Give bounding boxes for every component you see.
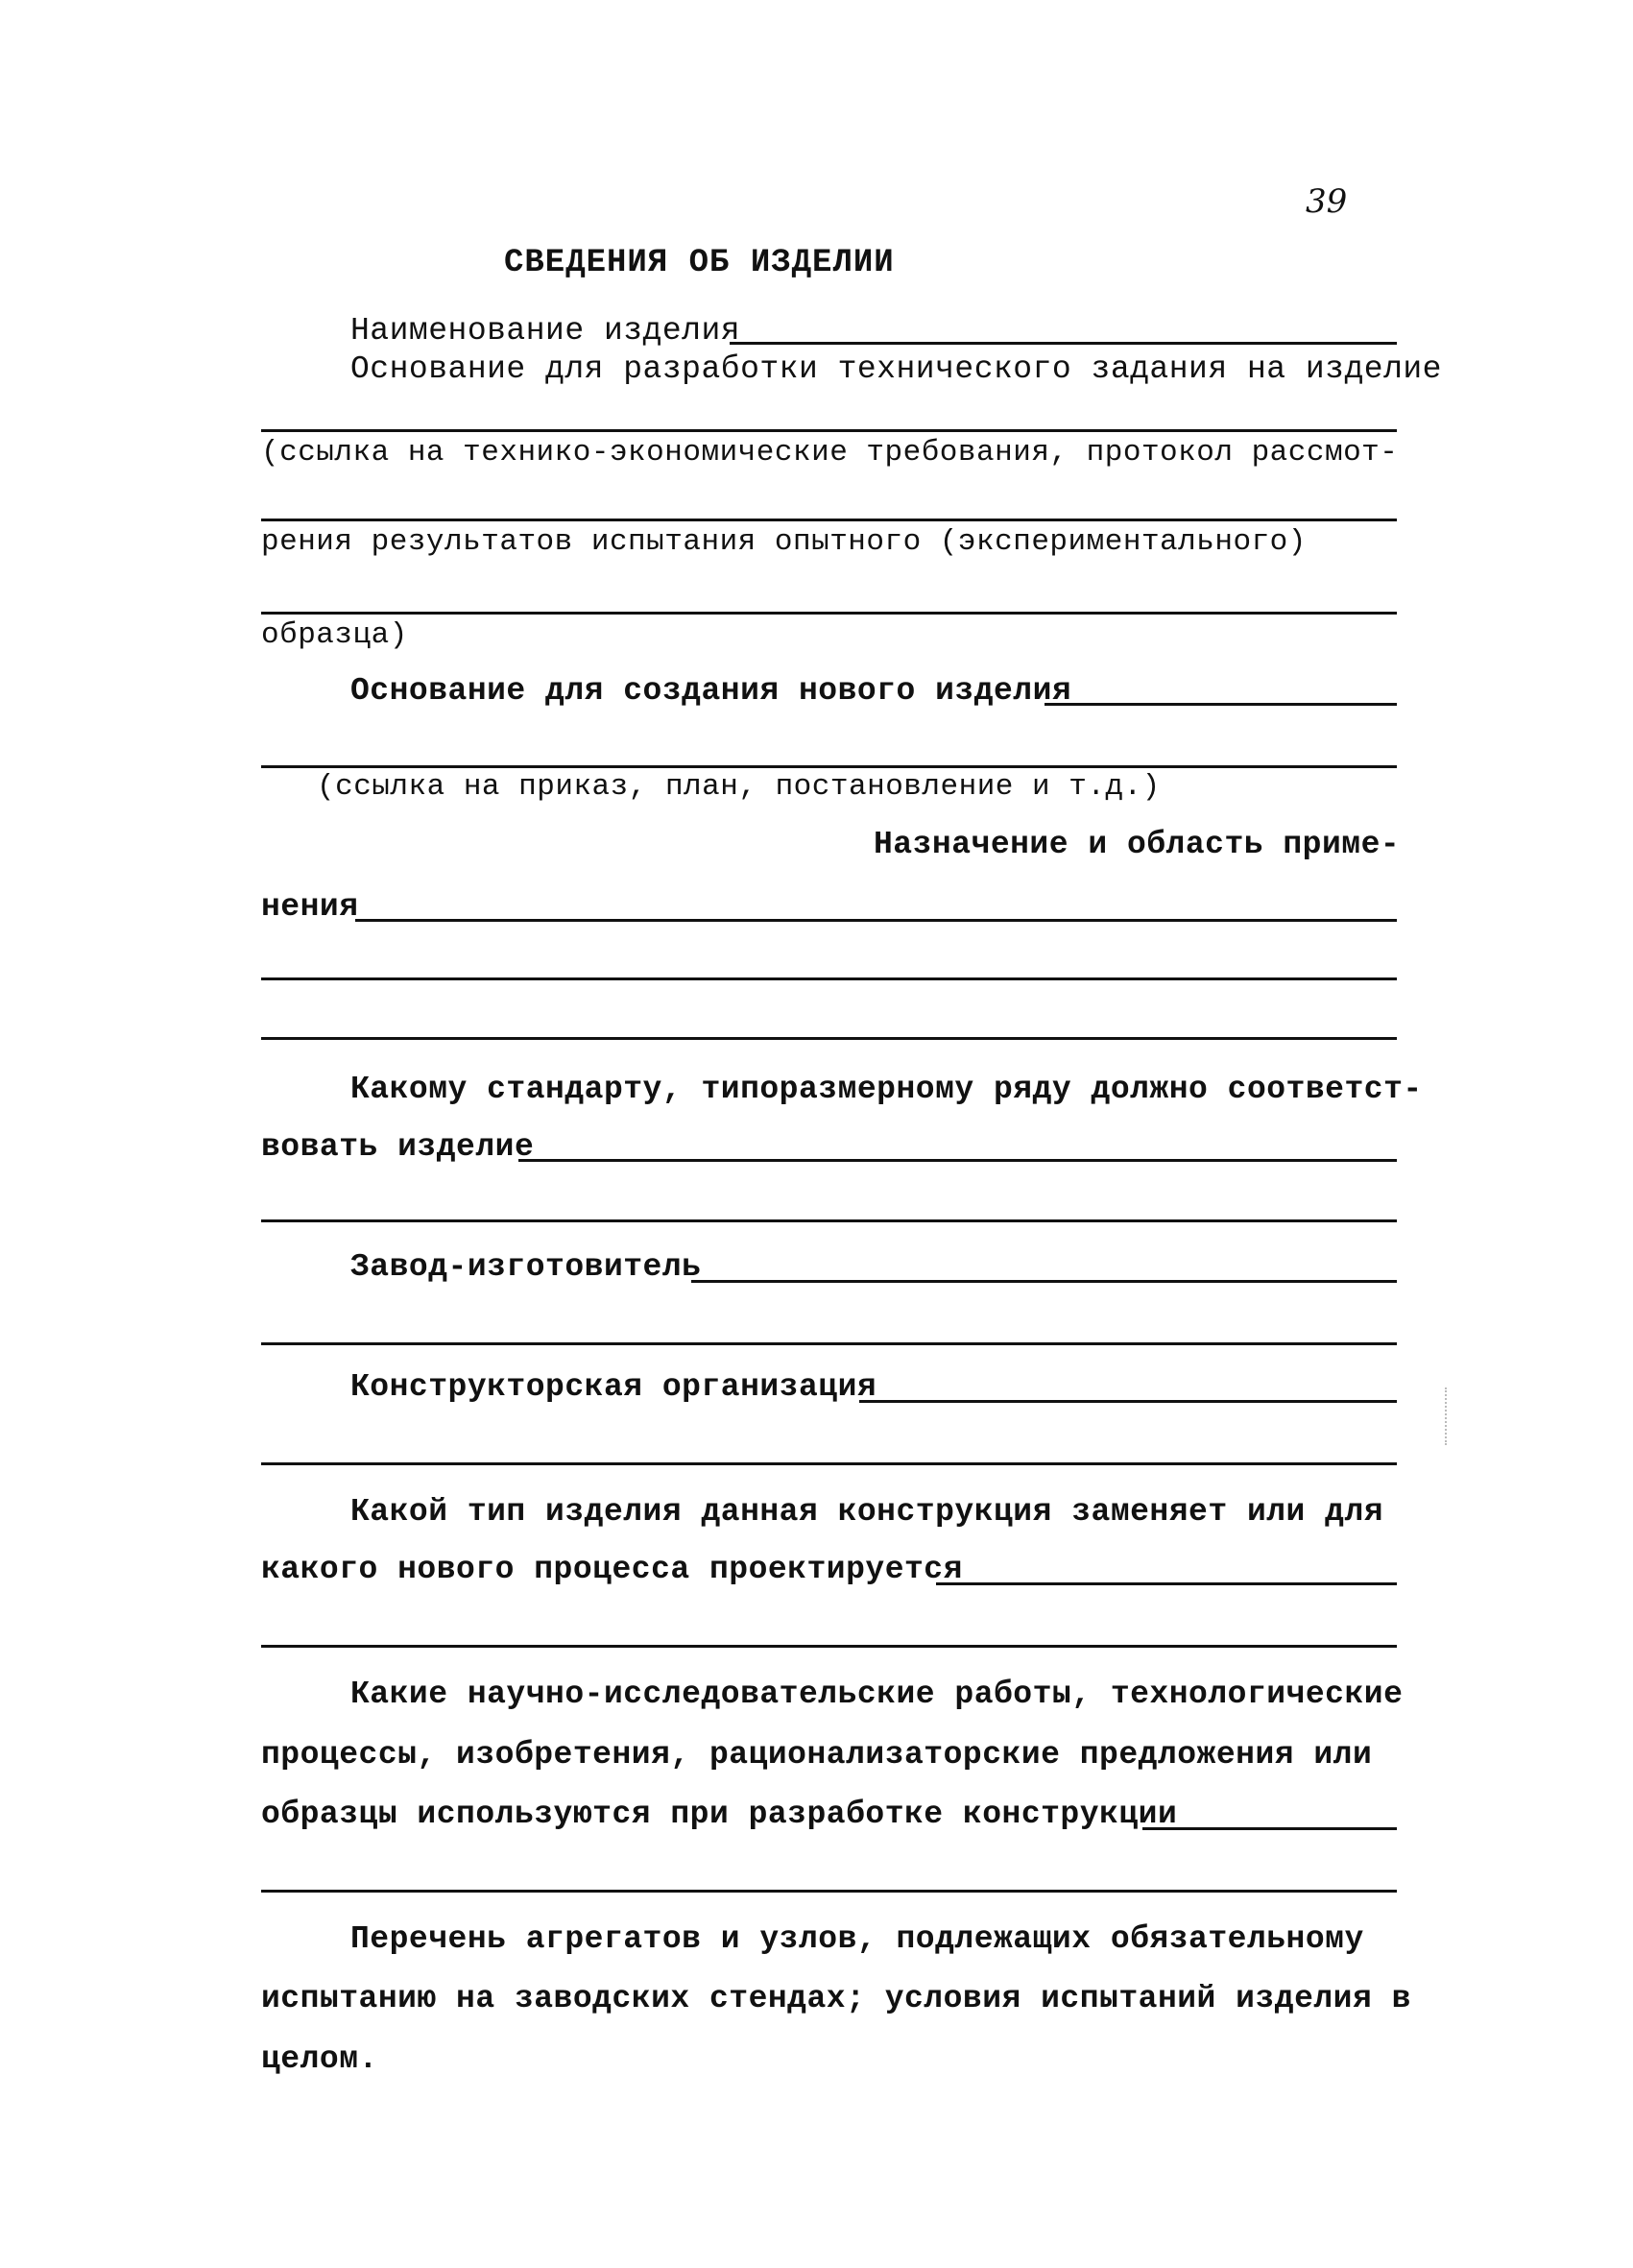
standard-field-line-1[interactable] bbox=[518, 1159, 1397, 1162]
research-label-2: процессы, изобретения, рационализаторские предложения или bbox=[261, 1737, 1373, 1773]
basis-tz-hint-3: образца) bbox=[261, 618, 408, 652]
page-number: 39 bbox=[1306, 182, 1348, 221]
design-org-label: Конструкторская организация bbox=[350, 1369, 877, 1405]
scan-artifact bbox=[1445, 1387, 1450, 1445]
page-title: СВЕДЕНИЯ ОБ ИЗДЕЛИИ bbox=[504, 245, 895, 281]
standard-label-2: вовать изделие bbox=[261, 1129, 535, 1165]
units-label-3: целом. bbox=[261, 2041, 378, 2077]
purpose-label-1: Назначение и область приме- bbox=[874, 827, 1401, 862]
basis-tz-field-line-1[interactable] bbox=[261, 429, 1397, 432]
standard-field-line-2[interactable] bbox=[261, 1219, 1397, 1222]
purpose-field-line-3[interactable] bbox=[261, 1037, 1397, 1040]
research-field-line-1[interactable] bbox=[1142, 1827, 1397, 1830]
design-org-field-line-2[interactable] bbox=[261, 1462, 1397, 1465]
name-field-line[interactable] bbox=[730, 342, 1397, 345]
basis-tz-hint-1: (ссылка на технико-экономические требования, протокол рассмот- bbox=[261, 436, 1399, 470]
manufacturer-field-line-1[interactable] bbox=[691, 1280, 1397, 1283]
research-field-line-2[interactable] bbox=[261, 1890, 1397, 1893]
basis-new-label: Основание для создания нового изделия bbox=[350, 673, 1072, 709]
design-org-field-line-1[interactable] bbox=[859, 1400, 1397, 1403]
basis-tz-hint-2: рения результатов испытания опытного (экспериментального) bbox=[261, 525, 1307, 559]
basis-tz-field-line-2[interactable] bbox=[261, 519, 1397, 521]
replaces-field-line-2[interactable] bbox=[261, 1645, 1397, 1648]
purpose-field-line-2[interactable] bbox=[261, 977, 1397, 980]
research-label-1: Какие научно-исследовательские работы, технологические bbox=[350, 1677, 1404, 1712]
replaces-label-1: Какой тип изделия данная конструкция заменяет или для bbox=[350, 1494, 1384, 1530]
manufacturer-label: Завод-изготовитель bbox=[350, 1249, 702, 1285]
replaces-label-2: какого нового процесса проектируется bbox=[261, 1552, 963, 1587]
purpose-field-line-1[interactable] bbox=[355, 919, 1397, 922]
replaces-field-line-1[interactable] bbox=[936, 1582, 1397, 1585]
name-label: Наименование изделия bbox=[350, 313, 741, 349]
basis-tz-label: Основание для разработки технического задания на изделие bbox=[350, 351, 1442, 387]
purpose-label-2: нения bbox=[261, 889, 359, 925]
units-label-1: Перечень агрегатов и узлов, подлежащих обязательному bbox=[350, 1921, 1364, 1957]
basis-new-hint: (ссылка на приказ, план, постановление и т.д.) bbox=[317, 770, 1161, 804]
basis-tz-field-line-3[interactable] bbox=[261, 612, 1397, 615]
units-label-2: испытанию на заводских стендах; условия испытаний изделия в bbox=[261, 1981, 1411, 2016]
standard-label-1: Какому стандарту, типоразмерному ряду должно соответст- bbox=[350, 1072, 1423, 1107]
basis-new-field-line-1[interactable] bbox=[1045, 703, 1397, 706]
manufacturer-field-line-2[interactable] bbox=[261, 1342, 1397, 1345]
research-label-3: образцы используются при разработке конструкции bbox=[261, 1797, 1178, 1832]
